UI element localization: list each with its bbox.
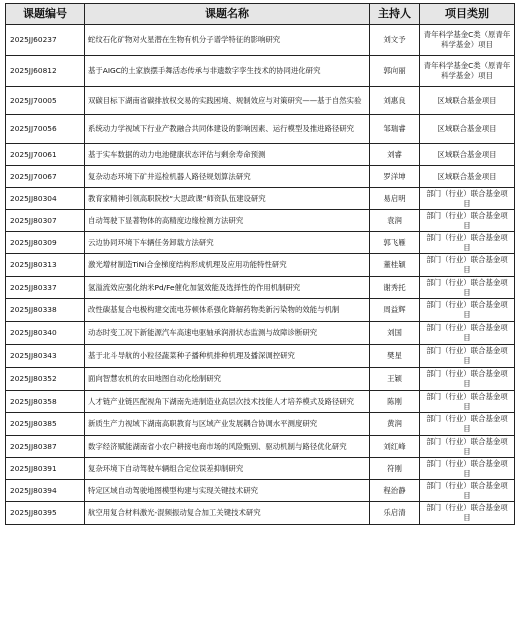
header-category: 项目类别: [420, 4, 515, 25]
project-host-cell: 郭飞雁: [370, 232, 420, 254]
project-name-cell: 教育家精神引领高职院校“大思政课”师资队伍建设研究: [85, 188, 370, 210]
project-code-cell: 2025JJ80395: [6, 502, 85, 525]
table-row: [6, 56, 515, 87]
project-code-cell: 2025JJ80338: [6, 299, 85, 322]
project-code-cell: 2025JJ80313: [6, 254, 85, 277]
project-category-cell: 部门（行业）联合基金项目: [420, 322, 515, 345]
project-host-cell: 刘文予: [370, 25, 420, 56]
header-project-name: 课题名称: [85, 4, 370, 25]
project-category-cell: 部门（行业）联合基金项目: [420, 502, 515, 525]
project-code-cell: 2025JJ80343: [6, 345, 85, 368]
table-row: [6, 391, 515, 413]
project-name-cell: 氢溢流效应强化纳米Pd/Fe催化加氢效能及选择性的作用机制研究: [85, 277, 370, 299]
project-host-cell: 邹瑞睿: [370, 115, 420, 144]
project-host-cell: 黄润: [370, 413, 420, 436]
table-row: [6, 210, 515, 232]
project-name-cell: 面向智慧农机的农田地图自动化绘制研究: [85, 368, 370, 391]
project-name-cell: 航空用复合材料激光-混频振动复合加工关键技术研究: [85, 502, 370, 525]
project-category-cell: 部门（行业）联合基金项目: [420, 436, 515, 458]
project-code-cell: 2025JJ80304: [6, 188, 85, 210]
project-name-cell: 数字经济赋能湖南省小农户耕接电商市场的风险甄别、驱动机制与路径优化研究: [85, 436, 370, 458]
table-body: [6, 25, 515, 525]
project-name-cell: 特定区域自动驾驶地图模型构建与实现关键技术研究: [85, 480, 370, 502]
project-code-cell: 2025JJ70067: [6, 166, 85, 188]
project-category-cell: 部门（行业）联合基金项目: [420, 188, 515, 210]
project-code-cell: 2025JJ80309: [6, 232, 85, 254]
project-code-cell: 2025JJ80391: [6, 458, 85, 480]
project-name-cell: 改性碳基复合电极构建交流电芬顿体系强化降解药物类新污染物的效能与机制: [85, 299, 370, 322]
project-host-cell: 郭向丽: [370, 56, 420, 87]
project-code-cell: 2025JJ80394: [6, 480, 85, 502]
project-host-cell: 樊星: [370, 345, 420, 368]
project-category-cell: 部门（行业）联合基金项目: [420, 345, 515, 368]
project-category-cell: 青年科学基金C类（原青年科学基金）项目: [420, 56, 515, 87]
project-table-container: [5, 3, 514, 525]
project-category-cell: 部门（行业）联合基金项目: [420, 210, 515, 232]
project-category-cell: 部门（行业）联合基金项目: [420, 458, 515, 480]
project-category-cell: 区域联合基金项目: [420, 144, 515, 166]
project-host-cell: 周益辉: [370, 299, 420, 322]
table-row: [6, 188, 515, 210]
table-row: [6, 413, 515, 436]
project-category-cell: 部门（行业）联合基金项目: [420, 254, 515, 277]
project-category-cell: 部门（行业）联合基金项目: [420, 413, 515, 436]
project-code-cell: 2025JJ70056: [6, 115, 85, 144]
table-row: [6, 144, 515, 166]
table-row: [6, 166, 515, 188]
table-row: [6, 254, 515, 277]
project-code-cell: 2025JJ80340: [6, 322, 85, 345]
project-host-cell: 袁润: [370, 210, 420, 232]
project-category-cell: 区域联合基金项目: [420, 115, 515, 144]
project-table: [5, 3, 515, 525]
project-host-cell: 易启明: [370, 188, 420, 210]
project-code-cell: 2025JJ80358: [6, 391, 85, 413]
table-row: [6, 299, 515, 322]
table-row: [6, 115, 515, 144]
project-host-cell: 符刚: [370, 458, 420, 480]
project-name-cell: 动态时变工况下新能源汽车高速电驱轴承润滑状态监测与故障诊断研究: [85, 322, 370, 345]
project-name-cell: 人才链产业链匹配视角下湖南先进制造业高层次技术技能人才培养模式及路径研究: [85, 391, 370, 413]
project-name-cell: 云边协同环境下车辆任务卸载方法研究: [85, 232, 370, 254]
table-row: [6, 25, 515, 56]
project-host-cell: 董桂颖: [370, 254, 420, 277]
table-row: [6, 345, 515, 368]
project-code-cell: 2025JJ80385: [6, 413, 85, 436]
project-host-cell: 刘国: [370, 322, 420, 345]
project-host-cell: 刘惠良: [370, 87, 420, 115]
table-row: [6, 277, 515, 299]
table-header-row: [6, 4, 515, 25]
project-category-cell: 部门（行业）联合基金项目: [420, 368, 515, 391]
project-name-cell: 基于实车数据的动力电池健康状态评估与剩余寿命预测: [85, 144, 370, 166]
project-code-cell: 2025JJ70005: [6, 87, 85, 115]
project-host-cell: 陈刚: [370, 391, 420, 413]
table-row: [6, 436, 515, 458]
project-code-cell: 2025JJ80337: [6, 277, 85, 299]
project-code-cell: 2025JJ80387: [6, 436, 85, 458]
project-category-cell: 部门（行业）联合基金项目: [420, 391, 515, 413]
project-category-cell: 区域联合基金项目: [420, 166, 515, 188]
project-category-cell: 部门（行业）联合基金项目: [420, 277, 515, 299]
project-name-cell: 新质生产力视域下湖南高职教育与区域产业发展耦合协调水平测度研究: [85, 413, 370, 436]
project-code-cell: 2025JJ80307: [6, 210, 85, 232]
project-category-cell: 部门（行业）联合基金项目: [420, 299, 515, 322]
project-host-cell: 罗洋坤: [370, 166, 420, 188]
project-name-cell: 激光增材制造TiNi合金梯度结构形成机理及应用功能特性研究: [85, 254, 370, 277]
project-host-cell: 程治静: [370, 480, 420, 502]
header-project-code: 课题编号: [6, 4, 85, 25]
table-row: [6, 87, 515, 115]
table-row: [6, 480, 515, 502]
project-host-cell: 乐启清: [370, 502, 420, 525]
project-code-cell: 2025JJ60237: [6, 25, 85, 56]
project-category-cell: 部门（行业）联合基金项目: [420, 480, 515, 502]
project-code-cell: 2025JJ60812: [6, 56, 85, 87]
project-category-cell: 区域联合基金项目: [420, 87, 515, 115]
table-row: [6, 502, 515, 525]
project-host-cell: 刘睿: [370, 144, 420, 166]
project-name-cell: 基于AIGC的土家族摆手舞活态传承与非遗数字孪生技术的协同进化研究: [85, 56, 370, 87]
project-name-cell: 蛇纹石化矿物对火星潜在生物有机分子谱学特征的影响研究: [85, 25, 370, 56]
project-name-cell: 系统动力学视域下行业产教融合共同体建设的影响因素、运行模型及推进路径研究: [85, 115, 370, 144]
table-row: [6, 322, 515, 345]
project-category-cell: 部门（行业）联合基金项目: [420, 232, 515, 254]
project-name-cell: 自动驾驶下显著物体的高精度边缘检测方法研究: [85, 210, 370, 232]
project-name-cell: 复杂环境下自动驾驶车辆组合定位误差抑制研究: [85, 458, 370, 480]
project-name-cell: 复杂动态环境下矿井巡检机器人路径规划算法研究: [85, 166, 370, 188]
project-code-cell: 2025JJ80352: [6, 368, 85, 391]
project-category-cell: 青年科学基金C类（原青年科学基金）项目: [420, 25, 515, 56]
project-host-cell: 谢秀托: [370, 277, 420, 299]
project-host-cell: 刘红峰: [370, 436, 420, 458]
header-host: 主持人: [370, 4, 420, 25]
table-row: [6, 232, 515, 254]
project-name-cell: 双碳目标下湖南省碳排放权交易的实践困境、规制效应与对策研究——基于自然实验: [85, 87, 370, 115]
project-host-cell: 王颖: [370, 368, 420, 391]
table-row: [6, 368, 515, 391]
project-name-cell: 基于北斗导航的小粒径蔬菜种子播种机排种机理及播深调控研究: [85, 345, 370, 368]
table-row: [6, 458, 515, 480]
project-code-cell: 2025JJ70061: [6, 144, 85, 166]
